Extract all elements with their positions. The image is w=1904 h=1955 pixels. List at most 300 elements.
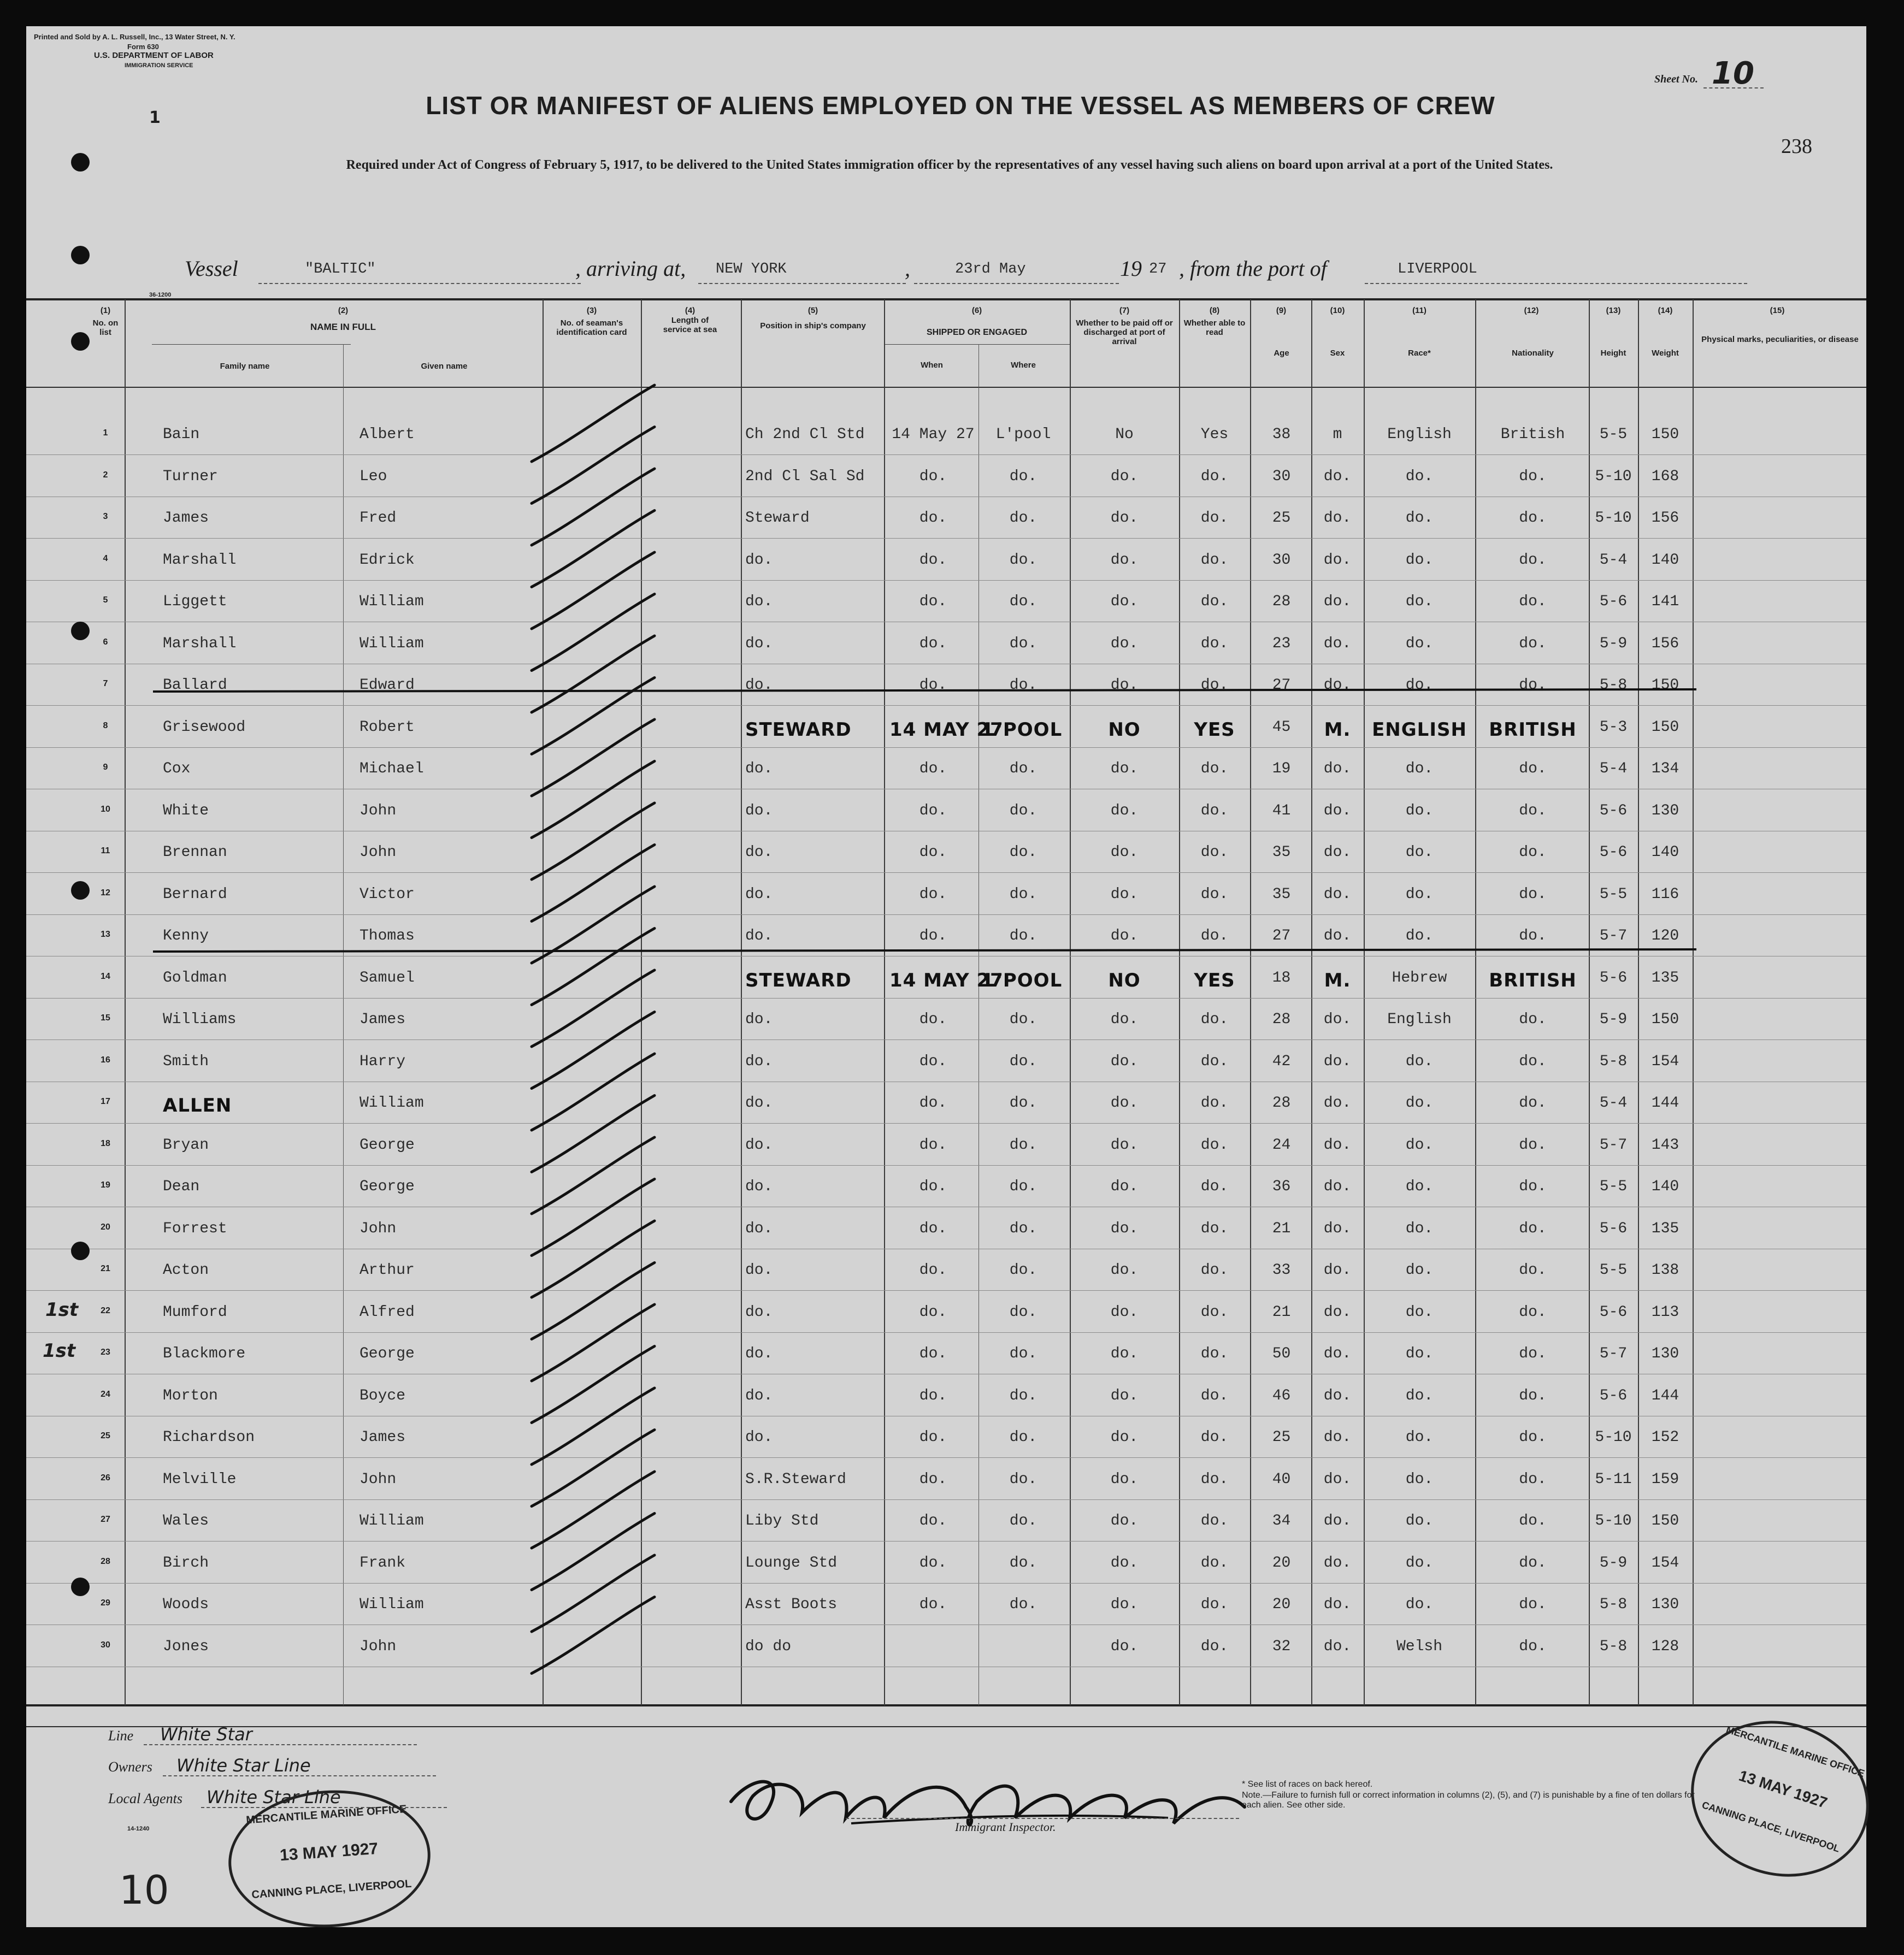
corner-mark: 1 [149, 108, 161, 127]
shipped-when-cell: do. [919, 1178, 947, 1195]
race-cell: do. [1405, 1262, 1434, 1279]
position-cell: do. [745, 1262, 773, 1279]
age-cell: 42 [1272, 1053, 1291, 1070]
sex-cell: do. [1323, 1638, 1352, 1655]
weight-cell: 168 [1651, 468, 1679, 485]
shipped-when-cell: do. [919, 468, 947, 485]
shipped-when-cell: do. [919, 1345, 947, 1362]
able-to-read-cell: YES [1194, 718, 1235, 741]
shipped-when-cell: do. [919, 844, 947, 861]
shipped-where-cell: do. [1009, 1513, 1038, 1529]
year-suffix: 27 [1149, 261, 1167, 277]
shipped-when-cell: do. [919, 510, 947, 527]
given-name-cell: John [359, 802, 397, 819]
nationality-cell: do. [1519, 677, 1547, 694]
paid-off-cell: do. [1110, 928, 1139, 944]
position-cell: do. [745, 1345, 773, 1362]
nationality-cell: do. [1519, 593, 1547, 610]
sex-cell: do. [1323, 1262, 1352, 1279]
weight-cell: 128 [1651, 1638, 1679, 1655]
col6-where-header: Where [1011, 361, 1036, 370]
position-cell: do. [745, 635, 773, 652]
age-cell: 34 [1272, 1513, 1291, 1529]
race-cell: do. [1405, 844, 1434, 861]
paid-off-cell: do. [1110, 1470, 1139, 1488]
sex-cell: do. [1323, 1220, 1352, 1237]
check-slash [532, 385, 655, 462]
race-cell: do. [1405, 1220, 1434, 1237]
nationality-cell: British [1500, 426, 1565, 443]
owners-value: White Star Line [176, 1755, 311, 1776]
race-cell: do. [1405, 635, 1434, 652]
row-number: 26 [101, 1473, 110, 1483]
row-number: 8 [103, 720, 108, 730]
sex-cell: M. [1324, 969, 1351, 991]
paid-off-cell: do. [1110, 1262, 1139, 1279]
races-footnote: * See list of races on back hereof. [1242, 1780, 1373, 1789]
check-slash [532, 845, 655, 922]
shipped-when-cell: do. [919, 802, 947, 819]
able-to-read-cell: do. [1200, 1596, 1229, 1613]
position-cell: do. [745, 551, 773, 569]
col10-number: (10) [1330, 306, 1345, 315]
family-name-cell: Grisewood [163, 718, 246, 736]
weight-cell: 140 [1651, 844, 1679, 861]
height-cell: 5-6 [1599, 802, 1628, 819]
col10-header: Sex [1330, 349, 1345, 358]
family-name-cell: Bryan [163, 1136, 209, 1154]
family-name-cell: Smith [163, 1053, 209, 1070]
position-cell: do. [745, 1220, 773, 1237]
position-cell: do. [745, 844, 773, 861]
col15-number: (15) [1770, 306, 1785, 315]
height-cell: 5-6 [1599, 969, 1628, 987]
check-slash [532, 1430, 655, 1507]
race-cell: English [1387, 1011, 1452, 1028]
age-cell: 28 [1272, 1095, 1291, 1112]
position-cell: do. [745, 677, 773, 694]
arrival-port: NEW YORK [716, 261, 787, 277]
row-number: 12 [101, 888, 110, 897]
age-cell: 36 [1272, 1178, 1291, 1195]
paid-off-cell: do. [1110, 677, 1139, 694]
shipped-where-cell: do. [1009, 844, 1038, 861]
weight-cell: 130 [1651, 802, 1679, 819]
shipped-when-cell: 14 May 27 [892, 426, 975, 443]
shipped-when-cell: do. [919, 760, 947, 777]
given-name-cell: George [359, 1136, 415, 1154]
shipped-where-cell: do. [1009, 1220, 1038, 1237]
check-slash [532, 1388, 655, 1464]
height-cell: 5-10 [1595, 510, 1632, 527]
nationality-cell: do. [1519, 1387, 1547, 1404]
sex-cell: do. [1323, 1303, 1352, 1321]
family-name-cell: Mumford [163, 1303, 227, 1321]
arriving-label: , arriving at, [575, 256, 686, 281]
col8-number: (8) [1209, 306, 1220, 315]
weight-cell: 144 [1651, 1387, 1679, 1404]
check-slash [532, 1096, 655, 1172]
col2-given-header: Given name [421, 362, 468, 371]
given-name-cell: Michael [359, 760, 424, 777]
family-name-cell: Woods [163, 1596, 209, 1613]
shipped-where-cell: do. [1009, 1178, 1038, 1195]
weight-cell: 154 [1651, 1554, 1679, 1572]
height-cell: 5-3 [1599, 718, 1628, 736]
check-slash [532, 1263, 655, 1339]
shipped-where-cell: do. [1009, 1095, 1038, 1112]
sex-cell: do. [1323, 635, 1352, 652]
given-name-cell: Victor [359, 885, 415, 903]
able-to-read-cell: do. [1200, 551, 1229, 569]
position-cell: do. [745, 1178, 773, 1195]
agents-label: Local Agents [108, 1791, 183, 1806]
race-cell: do. [1405, 802, 1434, 819]
shipped-where-cell: do. [1009, 677, 1038, 694]
family-name-cell: Melville [163, 1470, 237, 1488]
row-number: 13 [101, 930, 110, 939]
race-cell: do. [1405, 510, 1434, 527]
check-slash [532, 929, 655, 1005]
able-to-read-cell: do. [1200, 1220, 1229, 1237]
col12-header: Nationality [1512, 349, 1554, 358]
shipped-where-cell: do. [1009, 468, 1038, 485]
shipped-when-cell: do. [919, 1303, 947, 1321]
sex-cell: do. [1323, 593, 1352, 610]
col11-header: Race* [1408, 349, 1431, 358]
paid-off-cell: do. [1110, 1638, 1139, 1655]
service-label: IMMIGRATION SERVICE [125, 62, 193, 69]
given-name-cell: Fred [359, 510, 397, 527]
age-cell: 20 [1272, 1596, 1291, 1613]
shipped-where-cell: do. [1009, 885, 1038, 903]
sex-cell: do. [1323, 1178, 1352, 1195]
document-subtitle: Required under Act of Congress of February 5, 1917, to be delivered to the United States immigration officer by the representatives of any vessel having such aliens on board upon arrival at a port of the United States. [346, 158, 1553, 172]
punch-hole [71, 153, 90, 172]
age-cell: 18 [1272, 969, 1291, 987]
able-to-read-cell: do. [1200, 928, 1229, 944]
position-cell: 2nd Cl Sal Sd [745, 468, 865, 485]
paid-off-cell: do. [1110, 1053, 1139, 1070]
position-cell: do. [745, 1429, 773, 1446]
col1-number: (1) [100, 306, 111, 315]
agents-value: White Star Line [207, 1787, 341, 1808]
weight-cell: 150 [1651, 1011, 1679, 1028]
age-cell: 32 [1272, 1638, 1291, 1655]
check-slash [532, 511, 655, 587]
race-cell: do. [1405, 885, 1434, 903]
stamp-right-bottom: CANNING PLACE, LIVERPOOL [1700, 1799, 1841, 1854]
given-name-cell: George [359, 1178, 415, 1195]
shipped-when-cell: 14 MAY 27 [889, 969, 1004, 991]
nationality-cell: do. [1519, 1220, 1547, 1237]
nationality-cell: do. [1519, 844, 1547, 861]
age-cell: 24 [1272, 1136, 1291, 1154]
sex-cell: do. [1323, 510, 1352, 527]
col5-number: (5) [807, 306, 818, 315]
family-name-cell: Turner [163, 468, 218, 485]
age-cell: 20 [1272, 1554, 1291, 1572]
sheet-number-handwritten: 10 [119, 1867, 169, 1913]
sex-cell: do. [1323, 885, 1352, 903]
sex-cell: M. [1324, 718, 1351, 741]
paid-off-cell: do. [1110, 1513, 1139, 1529]
nationality-cell: do. [1519, 1136, 1547, 1154]
weight-cell: 116 [1651, 885, 1679, 903]
age-cell: 30 [1272, 551, 1291, 569]
position-cell: STEWARD [745, 718, 852, 741]
shipped-where-cell: do. [1009, 1303, 1038, 1321]
nationality-cell: do. [1519, 1262, 1547, 1279]
height-cell: 5-7 [1599, 1345, 1628, 1362]
manifest-sheet: Printed and Sold by A. L. Russell, Inc., 13 Water Street, N. Y. Form 630 U.S. DEPARTMENT OF LABOR IMMIGRATION SERVICE 1 Sheet No. 10 238 LIST OR MANIFEST OF ALIENS EMPLOYED ON THE VESSEL AS MEMBERS OF CREW Required under Act of Congress of February 5, 1917, to be delivered to the United States immigration officer by the representatives of any vessel having such aliens on board upon arrival at a port of the United States. Vessel "BALTIC" , arriving at, NEW YORK , 23rd May 19 27 , from the port of LIVERPOOL 36-1200 (1) No. on list (2) NAME IN FULL Family name Given name (3) No. of seaman's identification card (4) Length of service at sea (5) Position in ship's company (6) SHIPPED OR ENGAGED When Where (7) Whether to be paid off or discharged at port of arrival (8) Whether able to read (9) Age (10) Sex (11) Race* (12) Nationality (13) Height (14) Weight (15) Physical marks, peculiarities, or disease 1 Bain Albert Ch 2nd Cl Std 14 May 27 L'pool No Yes 38 m English British 5-5 150 2 Turner Leo 2nd Cl Sal Sd do. do. do. do. 30 do. do. do. 5-10 168 3 James Fred Steward do. do. do. do. 25 do. do. do. 5-10 156 4 Marshall Edrick do. do. do. do. do. 30 do. do. do. 5-4 140 5 Liggett William do. do. do. do. do. 28 do. do. do. 5-6 141 6 Marshall William do. do. do. do. do. 23 do. do. do. 5-9 156 7 Ballard Edward do. do. do. do. do. 27 do. do. do. 5-8 150 8 Grisewood Robert STEWARD 14 MAY 27 L'POOL NO YES 45 M. ENGLISH BRITISH 5-3 150 9 Cox Michael do. do. do. do. do. 19 do. do. do. 5-4 134 10 White John do. do. do. do. do. 41 do. do. do. 5-6 130 11 Brennan John do. do. do. do. do. 35 do. do. do. 5-6 140 12 Bernard Victor do. do. do. do. do. 35 do. do. do. 5-5 116 13 Kenny Thomas do. do. do. do. do. 27 do. do. do. 5-7 120 14 Goldman Samuel STEWARD 14 MAY 27 L'POOL NO YES 18 M. Hebrew BRITISH 5-6 135 15 Williams James do. do. do. do. do. 28 do. English do. 5-9 150 16 Smith Harry do. do. do. do. do. 42 do. do. do. 5-8 154 17 ALLEN William do. do. do. do. do. 28 do. do. do. 5-4 144 18 Bryan George do. do. do. do. do. 24 do. do. do. 5-7 143 19 Dean George do. do. do. do. do. 36 do. do. do. 5-5 140 20 Forrest John do. do. do. do. do. 21 do. do. do. 5-6 135 21 Acton Arthur do. do. do. do. do. 33 do. do. do. 5-5 138 22 Mumford Alfred do. do. do. do. do. 21 do. do. do. 5-6 113 23 Blackmore George do. do. do. do. do. 50 do. do. do. 5-7 130 24 Morton Boyce do. do. do. do. do. 46 do. do. do. 5-6 144 25 Richardson James do. do. do. do. do. 25 do. do. do. 5-10 152 26 Melville John S.R.Steward do. do. do. do. 40 do. do. do. 5-11 159 27 Wales William Liby Std do. do. do. do. 34 do. do. do. 5-10 150 28 Birch Frank Lounge Std do. do. do. do. 20 do. do. do. 5-9 154 29 Woods William Asst Boots do. do. do. do. 20 do. do. do. 5-8 130 30 Jones John do do do. do. 32 do. Welsh do. 5-8 128 1st 1st Line White Star Owners White Star Line Local Agents White Star Line 14-1240 10 Immigrant Inspector. * See list of races on back hereof. Note.—Failure to furnish full or correct information in columns (2), (5), and (7) is punishable by a fine of ten dollars for each alien. See other side. MERCANTILE MARINE OFFICE 13 MAY 1927 CANNING PLACE, LIVERPOOL MERCANTILE MARINE OFFICE 13 MAY 1927 CANNING PLACE, LIVERPOOL [26, 26, 1866, 1927]
shipped-when-cell: do. [919, 635, 947, 652]
sex-cell: do. [1323, 928, 1352, 944]
race-cell: do. [1405, 1554, 1434, 1572]
given-name-cell: Frank [359, 1554, 406, 1572]
height-cell: 5-10 [1595, 1513, 1632, 1529]
weight-cell: 152 [1651, 1429, 1679, 1446]
punch-hole [71, 332, 90, 351]
given-name-cell: James [359, 1429, 406, 1446]
weight-cell: 134 [1651, 760, 1679, 777]
able-to-read-cell: do. [1200, 1345, 1229, 1362]
col7-header: Whether to be paid off or discharged at port of arrival [1076, 318, 1173, 346]
check-slash [532, 1472, 655, 1548]
sex-cell: do. [1323, 1053, 1352, 1070]
check-slash [532, 970, 655, 1047]
family-name-cell: Forrest [163, 1220, 227, 1237]
height-cell: 5-8 [1599, 1638, 1628, 1655]
printer-note: Printed and Sold by A. L. Russell, Inc., 13 Water Street, N. Y. [34, 33, 235, 41]
form-number: Form 630 [127, 43, 159, 51]
col1-header: No. on list [92, 318, 119, 337]
nationality-cell: do. [1519, 928, 1547, 944]
shipped-where-cell: do. [1009, 1136, 1038, 1154]
check-slash [532, 552, 655, 629]
check-slash [532, 1304, 655, 1381]
sheet-no-label: Sheet No. [1654, 73, 1698, 85]
given-name-cell: John [359, 844, 397, 861]
shipped-where-cell: do. [1009, 1011, 1038, 1028]
given-name-cell: Arthur [359, 1262, 415, 1279]
age-cell: 25 [1272, 1429, 1291, 1446]
race-cell: do. [1405, 928, 1434, 944]
weight-cell: 138 [1651, 1262, 1679, 1279]
age-cell: 46 [1272, 1387, 1291, 1404]
col3-number: (3) [586, 306, 597, 315]
height-cell: 5-6 [1599, 1220, 1628, 1237]
height-cell: 5-8 [1599, 677, 1628, 694]
position-cell: Asst Boots [745, 1596, 838, 1613]
able-to-read-cell: do. [1200, 1303, 1229, 1321]
able-to-read-cell: do. [1200, 1262, 1229, 1279]
age-cell: 35 [1272, 885, 1291, 903]
check-slash [532, 636, 655, 712]
given-name-cell: William [359, 593, 424, 610]
family-name-cell: Morton [163, 1387, 218, 1404]
position-cell: Steward [745, 510, 810, 527]
weight-cell: 113 [1651, 1303, 1679, 1321]
check-slash [532, 1555, 655, 1632]
weight-cell: 120 [1651, 928, 1679, 944]
row-number: 24 [101, 1389, 110, 1399]
row-number: 2 [103, 470, 108, 480]
height-cell: 5-8 [1599, 1596, 1628, 1613]
row-number: 4 [103, 553, 108, 563]
nationality-cell: do. [1519, 1638, 1547, 1655]
family-name-cell: Goldman [163, 969, 227, 987]
weight-cell: 159 [1651, 1470, 1679, 1488]
shipped-where-cell: do. [1009, 1053, 1038, 1070]
position-cell: do. [745, 593, 773, 610]
paid-off-cell: do. [1110, 1387, 1139, 1404]
stamp-right-top: MERCANTILE MARINE OFFICE [1725, 1723, 1866, 1779]
row-number: 21 [101, 1264, 110, 1273]
paid-off-cell: do. [1110, 1554, 1139, 1572]
height-cell: 5-4 [1599, 1095, 1628, 1112]
age-cell: 35 [1272, 844, 1291, 861]
family-name-cell: Jones [163, 1638, 209, 1655]
able-to-read-cell: do. [1200, 1053, 1229, 1070]
nationality-cell: do. [1519, 802, 1547, 819]
shipped-where-cell: do. [1009, 635, 1038, 652]
family-name-cell: Marshall [163, 635, 237, 652]
paid-off-cell: NO [1108, 969, 1141, 991]
col3-header: No. of seaman's identification card [556, 318, 627, 337]
penalty-footnote: Note.—Failure to furnish full or correct information in columns (2), (5), and (7) is punishable by a fine of ten dollars for each alien. See other side. [1242, 1791, 1695, 1810]
race-cell: do. [1405, 551, 1434, 569]
weight-cell: 150 [1651, 718, 1679, 736]
able-to-read-cell: do. [1200, 760, 1229, 777]
race-cell: do. [1405, 593, 1434, 610]
nationality-cell: do. [1519, 1178, 1547, 1195]
given-name-cell: John [359, 1638, 397, 1655]
position-cell: Lounge Std [745, 1554, 838, 1572]
stamp-left-top: MERCANTILE MARINE OFFICE [245, 1803, 407, 1827]
given-name-cell: George [359, 1345, 415, 1362]
row-number: 29 [101, 1598, 110, 1608]
weight-cell: 143 [1651, 1136, 1679, 1154]
sheet-no-value: 10 [1712, 56, 1754, 91]
able-to-read-cell: do. [1200, 677, 1229, 694]
position-cell: do. [745, 1011, 773, 1028]
height-cell: 5-6 [1599, 593, 1628, 610]
inspector-underline [846, 1818, 1239, 1819]
position-cell: do do [745, 1638, 792, 1655]
family-name-cell: Liggett [163, 593, 227, 610]
sex-cell: do. [1323, 677, 1352, 694]
given-name-cell: William [359, 1596, 424, 1613]
given-name-cell: Thomas [359, 928, 415, 944]
weight-cell: 150 [1651, 677, 1679, 694]
position-cell: do. [745, 802, 773, 819]
col2-family-header: Family name [220, 362, 270, 371]
race-cell: do. [1405, 1136, 1434, 1154]
given-name-cell: William [359, 1095, 424, 1112]
family-name-cell: Richardson [163, 1429, 255, 1446]
race-cell: do. [1405, 1345, 1434, 1362]
check-slash [532, 1012, 655, 1089]
page-number: 238 [1781, 135, 1812, 158]
row-number: 14 [101, 971, 110, 981]
row-number: 6 [103, 637, 108, 647]
given-name-cell: Albert [359, 426, 415, 443]
punch-hole [71, 881, 90, 900]
form-code: 36-1200 [149, 292, 172, 298]
line-value: White Star [160, 1724, 252, 1745]
race-cell: do. [1405, 677, 1434, 694]
height-cell: 5-6 [1599, 1303, 1628, 1321]
paid-off-cell: do. [1110, 1429, 1139, 1446]
card-check-marks [26, 26, 1866, 1774]
able-to-read-cell: do. [1200, 885, 1229, 903]
family-name-cell: Birch [163, 1554, 209, 1572]
weight-cell: 141 [1651, 593, 1679, 610]
shipped-when-cell: do. [919, 1053, 947, 1070]
able-to-read-cell: YES [1194, 969, 1235, 991]
paid-off-cell: No [1115, 426, 1134, 443]
position-cell: do. [745, 928, 773, 944]
nationality-cell: do. [1519, 1470, 1547, 1488]
race-cell: do. [1405, 1429, 1434, 1446]
family-name-cell: Kenny [163, 928, 209, 944]
col6-when-header: When [921, 361, 943, 370]
position-cell: do. [745, 1303, 773, 1321]
sex-cell: do. [1323, 1136, 1352, 1154]
able-to-read-cell: Yes [1200, 426, 1229, 443]
stamp-left-date: 13 MAY 1927 [279, 1839, 379, 1865]
check-slash [532, 1179, 655, 1256]
weight-cell: 130 [1651, 1596, 1679, 1613]
race-cell: do. [1405, 468, 1434, 485]
shipped-where-cell: do. [1009, 760, 1038, 777]
family-name-cell: Acton [163, 1262, 209, 1279]
arrival-date: 23rd May [955, 261, 1026, 277]
shipped-where-cell: L'POOL [984, 969, 1063, 991]
row-number: 20 [101, 1222, 110, 1232]
age-cell: 28 [1272, 593, 1291, 610]
paid-off-cell: do. [1110, 760, 1139, 777]
shipped-where-cell: do. [1009, 551, 1038, 569]
nationality-cell: do. [1519, 551, 1547, 569]
row-number: 11 [101, 846, 110, 855]
family-name-cell: Bernard [163, 885, 227, 903]
height-cell: 5-10 [1595, 468, 1632, 485]
punch-hole [71, 1242, 90, 1260]
age-cell: 21 [1272, 1220, 1291, 1237]
sex-cell: do. [1323, 1345, 1352, 1362]
row-number: 30 [101, 1640, 110, 1650]
height-cell: 5-11 [1595, 1470, 1632, 1488]
family-name-cell: Marshall [163, 551, 237, 569]
age-cell: 33 [1272, 1262, 1291, 1279]
shipped-when-cell: do. [919, 1554, 947, 1572]
row-number: 9 [103, 763, 108, 772]
col6-number: (6) [971, 306, 982, 315]
row-number: 23 [101, 1348, 110, 1357]
able-to-read-cell: do. [1200, 1387, 1229, 1404]
shipped-where-cell: do. [1009, 928, 1038, 944]
shipped-where-cell: do. [1009, 593, 1038, 610]
nationality-cell: BRITISH [1489, 718, 1577, 741]
from-port-label: , from the port of [1179, 256, 1327, 281]
shipped-where-cell: do. [1009, 1429, 1038, 1446]
weight-cell: 154 [1651, 1053, 1679, 1070]
age-cell: 45 [1272, 718, 1291, 736]
shipped-where-cell: do. [1009, 1262, 1038, 1279]
race-cell: Welsh [1396, 1638, 1442, 1655]
